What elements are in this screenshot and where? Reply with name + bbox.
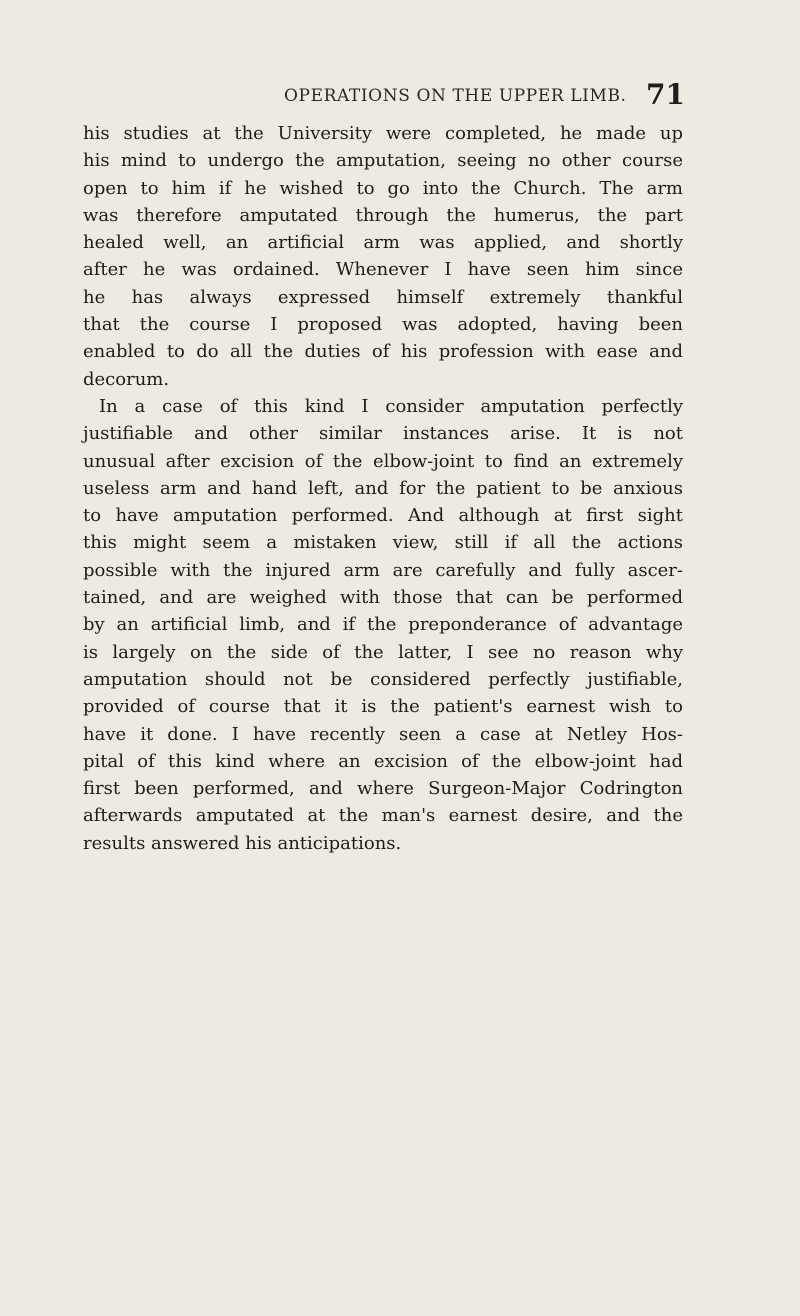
text-line: amputation should not be considered perfectly justifiable, xyxy=(83,668,683,690)
text-line: to have amputation performed. And although at first sight xyxy=(83,505,683,527)
text-line: open to him if he wished to go into the Church. The arm xyxy=(83,177,683,199)
running-head: OPERATIONS ON THE UPPER LIMB. xyxy=(284,86,627,106)
text-line: decorum. xyxy=(83,368,170,390)
text-line: useless arm and hand left, and for the patient to be anxious xyxy=(83,477,683,499)
text-line: afterwards amputated at the man's earnest desire, and the xyxy=(83,805,683,827)
text-line: first been performed, and where Surgeon-Major Codrington xyxy=(83,778,683,800)
text-line: have it done. I have recently seen a case at Netley Hos- xyxy=(83,723,683,745)
text-line: he has always expressed himself extremely thankful xyxy=(83,286,683,308)
text-line: In a case of this kind I consider amputation perfectly xyxy=(99,395,683,417)
text-line: is largely on the side of the latter, I see no reason why xyxy=(83,641,683,663)
body-text xyxy=(83,120,683,857)
text-line: pital of this kind where an excision of the elbow-joint had xyxy=(83,750,683,772)
text-line: justifiable and other similar instances arise. It is not xyxy=(83,423,683,445)
text-line: healed well, an artificial arm was applied, and shortly xyxy=(83,232,683,254)
paragraph-amputation xyxy=(83,393,683,857)
text-line: possible with the injured arm are carefully and fully ascer- xyxy=(83,559,683,581)
text-line: provided of course that it is the patient's earnest wish to xyxy=(83,696,683,718)
text-line: unusual after excision of the elbow-joint to find an extremely xyxy=(83,450,683,472)
text-line: enabled to do all the duties of his profession with ease and xyxy=(83,341,683,363)
text-line: tained, and are weighed with those that can be performed xyxy=(83,587,683,609)
text-line: this might seem a mistaken view, still if all the actions xyxy=(83,532,683,554)
text-line: was therefore amputated through the humerus, the part xyxy=(83,204,683,226)
text-line: that the course I proposed was adopted, having been xyxy=(83,314,683,336)
text-line: his mind to undergo the amputation, seeing no other course xyxy=(83,150,683,172)
paragraph-continued xyxy=(83,120,683,393)
text-line: after he was ordained. Whenever I have seen him since xyxy=(83,259,683,281)
text-line: by an artificial limb, and if the preponderance of advantage xyxy=(83,614,683,636)
page-number: 71 xyxy=(646,78,685,111)
text-line: results answered his anticipations. xyxy=(83,832,402,854)
text-line: his studies at the University were completed, he made up xyxy=(83,123,683,144)
